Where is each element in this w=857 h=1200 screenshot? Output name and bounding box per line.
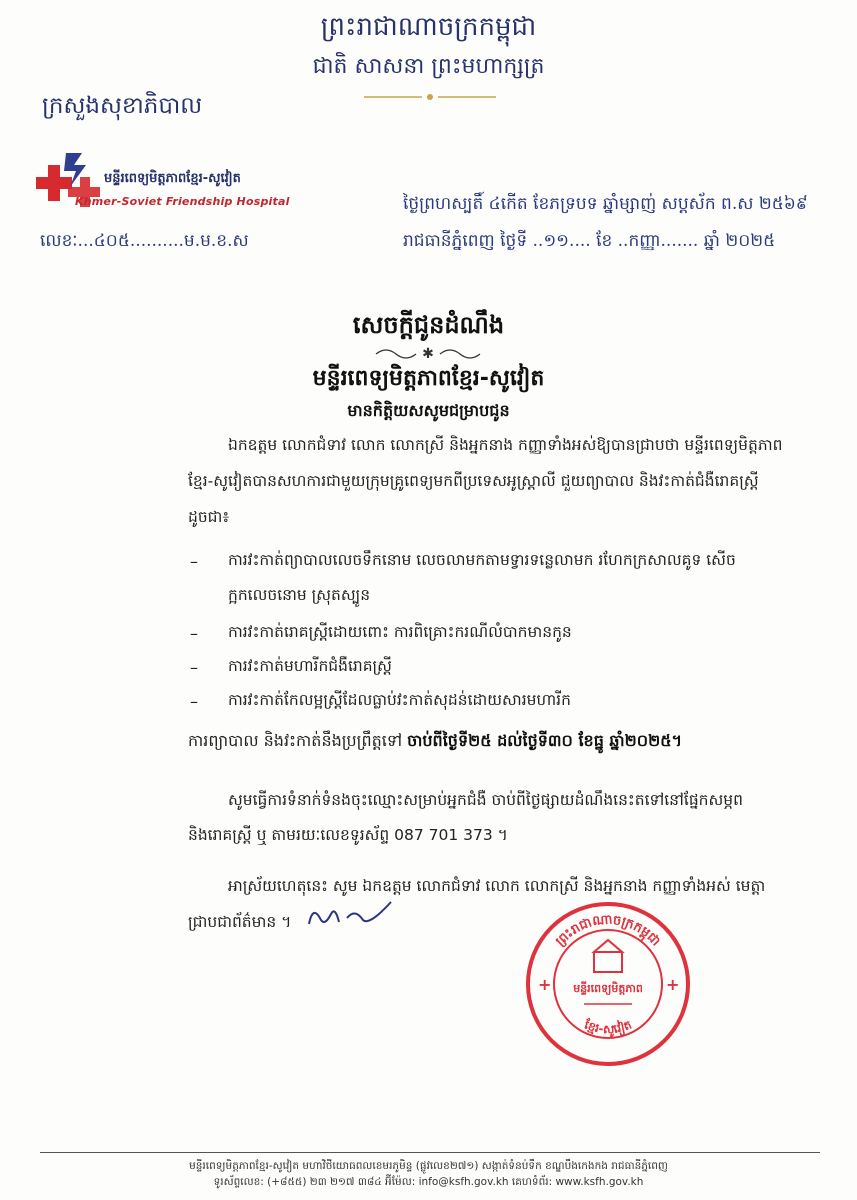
svg-text:✱: ✱	[422, 346, 434, 362]
stamp-outer-text: ព្រះរាជាណាចក្រកម្ពុជា	[553, 912, 664, 950]
kingdom-heading: ព្រះរាជាណាចក្រកម្ពុជា	[320, 12, 537, 42]
bullet-dash: –	[190, 692, 198, 711]
national-motto: ជាតិ សាសនា ព្រះមហាក្សត្រ	[312, 54, 545, 79]
footer-divider	[40, 1152, 820, 1153]
svg-text:+: +	[538, 975, 552, 994]
honor-subheading: មានកិត្តិយសសូមជម្រាបជូន	[347, 401, 510, 420]
svg-text:+: +	[666, 975, 680, 994]
lunar-date: ថ្ងៃព្រហស្បតិ៍ ៤កើត ខែភទ្របទ ឆ្នាំម្សាញ់ សប្តស័ក ព.ស ២៥៦៩	[403, 194, 808, 214]
hospital-heading: មន្ទីរពេទ្យមិត្តភាពខ្មែរ-សូវៀត	[312, 366, 545, 391]
service-item: ការវះកាត់រោគស្ត្រីដោយពោះ ការពិគ្រោះករណីលំបាកមានកូន	[228, 623, 572, 641]
schedule-prefix: ការព្យាបាល និងវះកាត់នឹងប្រព្រឹត្តទៅ	[188, 731, 408, 750]
reference-number: លេខៈ...៤០៥..........ម.ម.ខ.ស	[40, 231, 249, 251]
contact-line-1: សូមធ្វើការទំនាក់ទំនងចុះឈ្មោះសម្រាប់អ្នកជំងឺ ចាប់ពីថ្ងៃផ្សាយដំណឹងនេះតទៅនៅផ្នែកសម្ភព	[228, 791, 743, 809]
footer-contacts: ទូរស័ព្ទលេខ: (+៨៥៥) ២៣ ២១៧ ៣៨៤ អ៊ីម៉ែល: info@ksfh.gov.kh គេហទំព័រ: www.ksfh.gov.kh	[213, 1176, 644, 1188]
service-item: ការវះកាត់ព្យាបាលលេចទឹកនោម លេចលាមកតាមទ្វារទន្លេលាមក រហែកក្រសាលគូទ សើច	[228, 551, 736, 569]
ornament-divider-icon	[360, 91, 500, 103]
service-item: ការវះកាត់កែលម្អស្ត្រីដែលធ្លាប់វះកាត់សុដន់ដោយសារមហារីក	[228, 691, 571, 709]
stamp-bottom-text: ខ្មែរ-សូវៀត	[582, 1017, 634, 1037]
intro-line-3: ដូចជា៖	[188, 508, 230, 526]
handwritten-initials-icon	[305, 896, 395, 936]
ministry-name: ក្រសួងសុខាភិបាល	[42, 93, 203, 119]
footer-address: មន្ទីរពេទ្យមិត្តភាពខ្មែរ-សូវៀត មហាវិថីយោធពលខេមរភូមិន្ទ (ផ្លូវលេខ២៧១) សង្កាត់ទំនប់ទឹក ខណ្ឌបឹងកេងកង រាជធានីភ្នំពេញ	[189, 1160, 668, 1172]
logo-english-name: Khmer-Soviet Friendship Hospital	[75, 195, 290, 208]
solar-date: រាជធានីភ្នំពេញ ថ្ងៃទី ..១១.... ខែ ..កញ្ញា....... ឆ្នាំ ២០២៥	[403, 231, 776, 251]
contact-line-2: និងរោគស្ត្រី ឬ តាមរយៈលេខទូរស័ព្ទ 087 701 373 ។	[188, 826, 508, 844]
closing-line-1: អាស្រ័យហេតុនេះ សូម ឯកឧត្តម លោកជំទាវ លោក លោកស្រី និងអ្នកនាង កញ្ញាទាំងអស់ មេត្តា	[228, 877, 766, 895]
title-ornament-icon	[372, 344, 484, 362]
service-item: ការវះកាត់មហារីកជំងឺរោគស្ត្រី	[228, 657, 392, 675]
bullet-dash: –	[190, 658, 198, 677]
service-item-continued: ក្អកលេចនោម ស្រុតស្បូន	[228, 586, 371, 604]
official-stamp-icon	[524, 900, 692, 1068]
logo-khmer-name: មន្ទីរពេទ្យមិត្តភាពខ្មែរ-សូវៀត	[104, 171, 241, 186]
intro-line-2: ខ្មែរ-សូវៀតបានសហការជាមួយក្រុមគ្រូពេទ្យមកពីប្រទេសអូស្ត្រាលី ជួយព្យាបាល និងវះកាត់ជំងឺរោគស្ត្រី	[188, 472, 759, 490]
bullet-dash: –	[190, 624, 198, 643]
stamp-inner-text: មន្ទីរពេទ្យមិត្តភាព	[573, 982, 643, 995]
schedule-dates: ចាប់ពីថ្ងៃទី២៥ ដល់ថ្ងៃទី៣០ ខែធ្នូ ឆ្នាំ២០២៥។	[407, 731, 683, 750]
closing-line-2: ជ្រាបជាព័ត៌មាន ។	[188, 913, 292, 931]
schedule-line	[188, 730, 682, 754]
notice-title: សេចក្ដីជូនដំណឹង	[352, 311, 505, 339]
bullet-dash: –	[190, 552, 198, 571]
intro-line-1: ឯកឧត្តម លោកជំទាវ លោក លោកស្រី និងអ្នកនាង កញ្ញាទាំងអស់ឱ្យបានជ្រាបថា មន្ទីរពេទ្យមិត្តភាព	[228, 436, 783, 454]
